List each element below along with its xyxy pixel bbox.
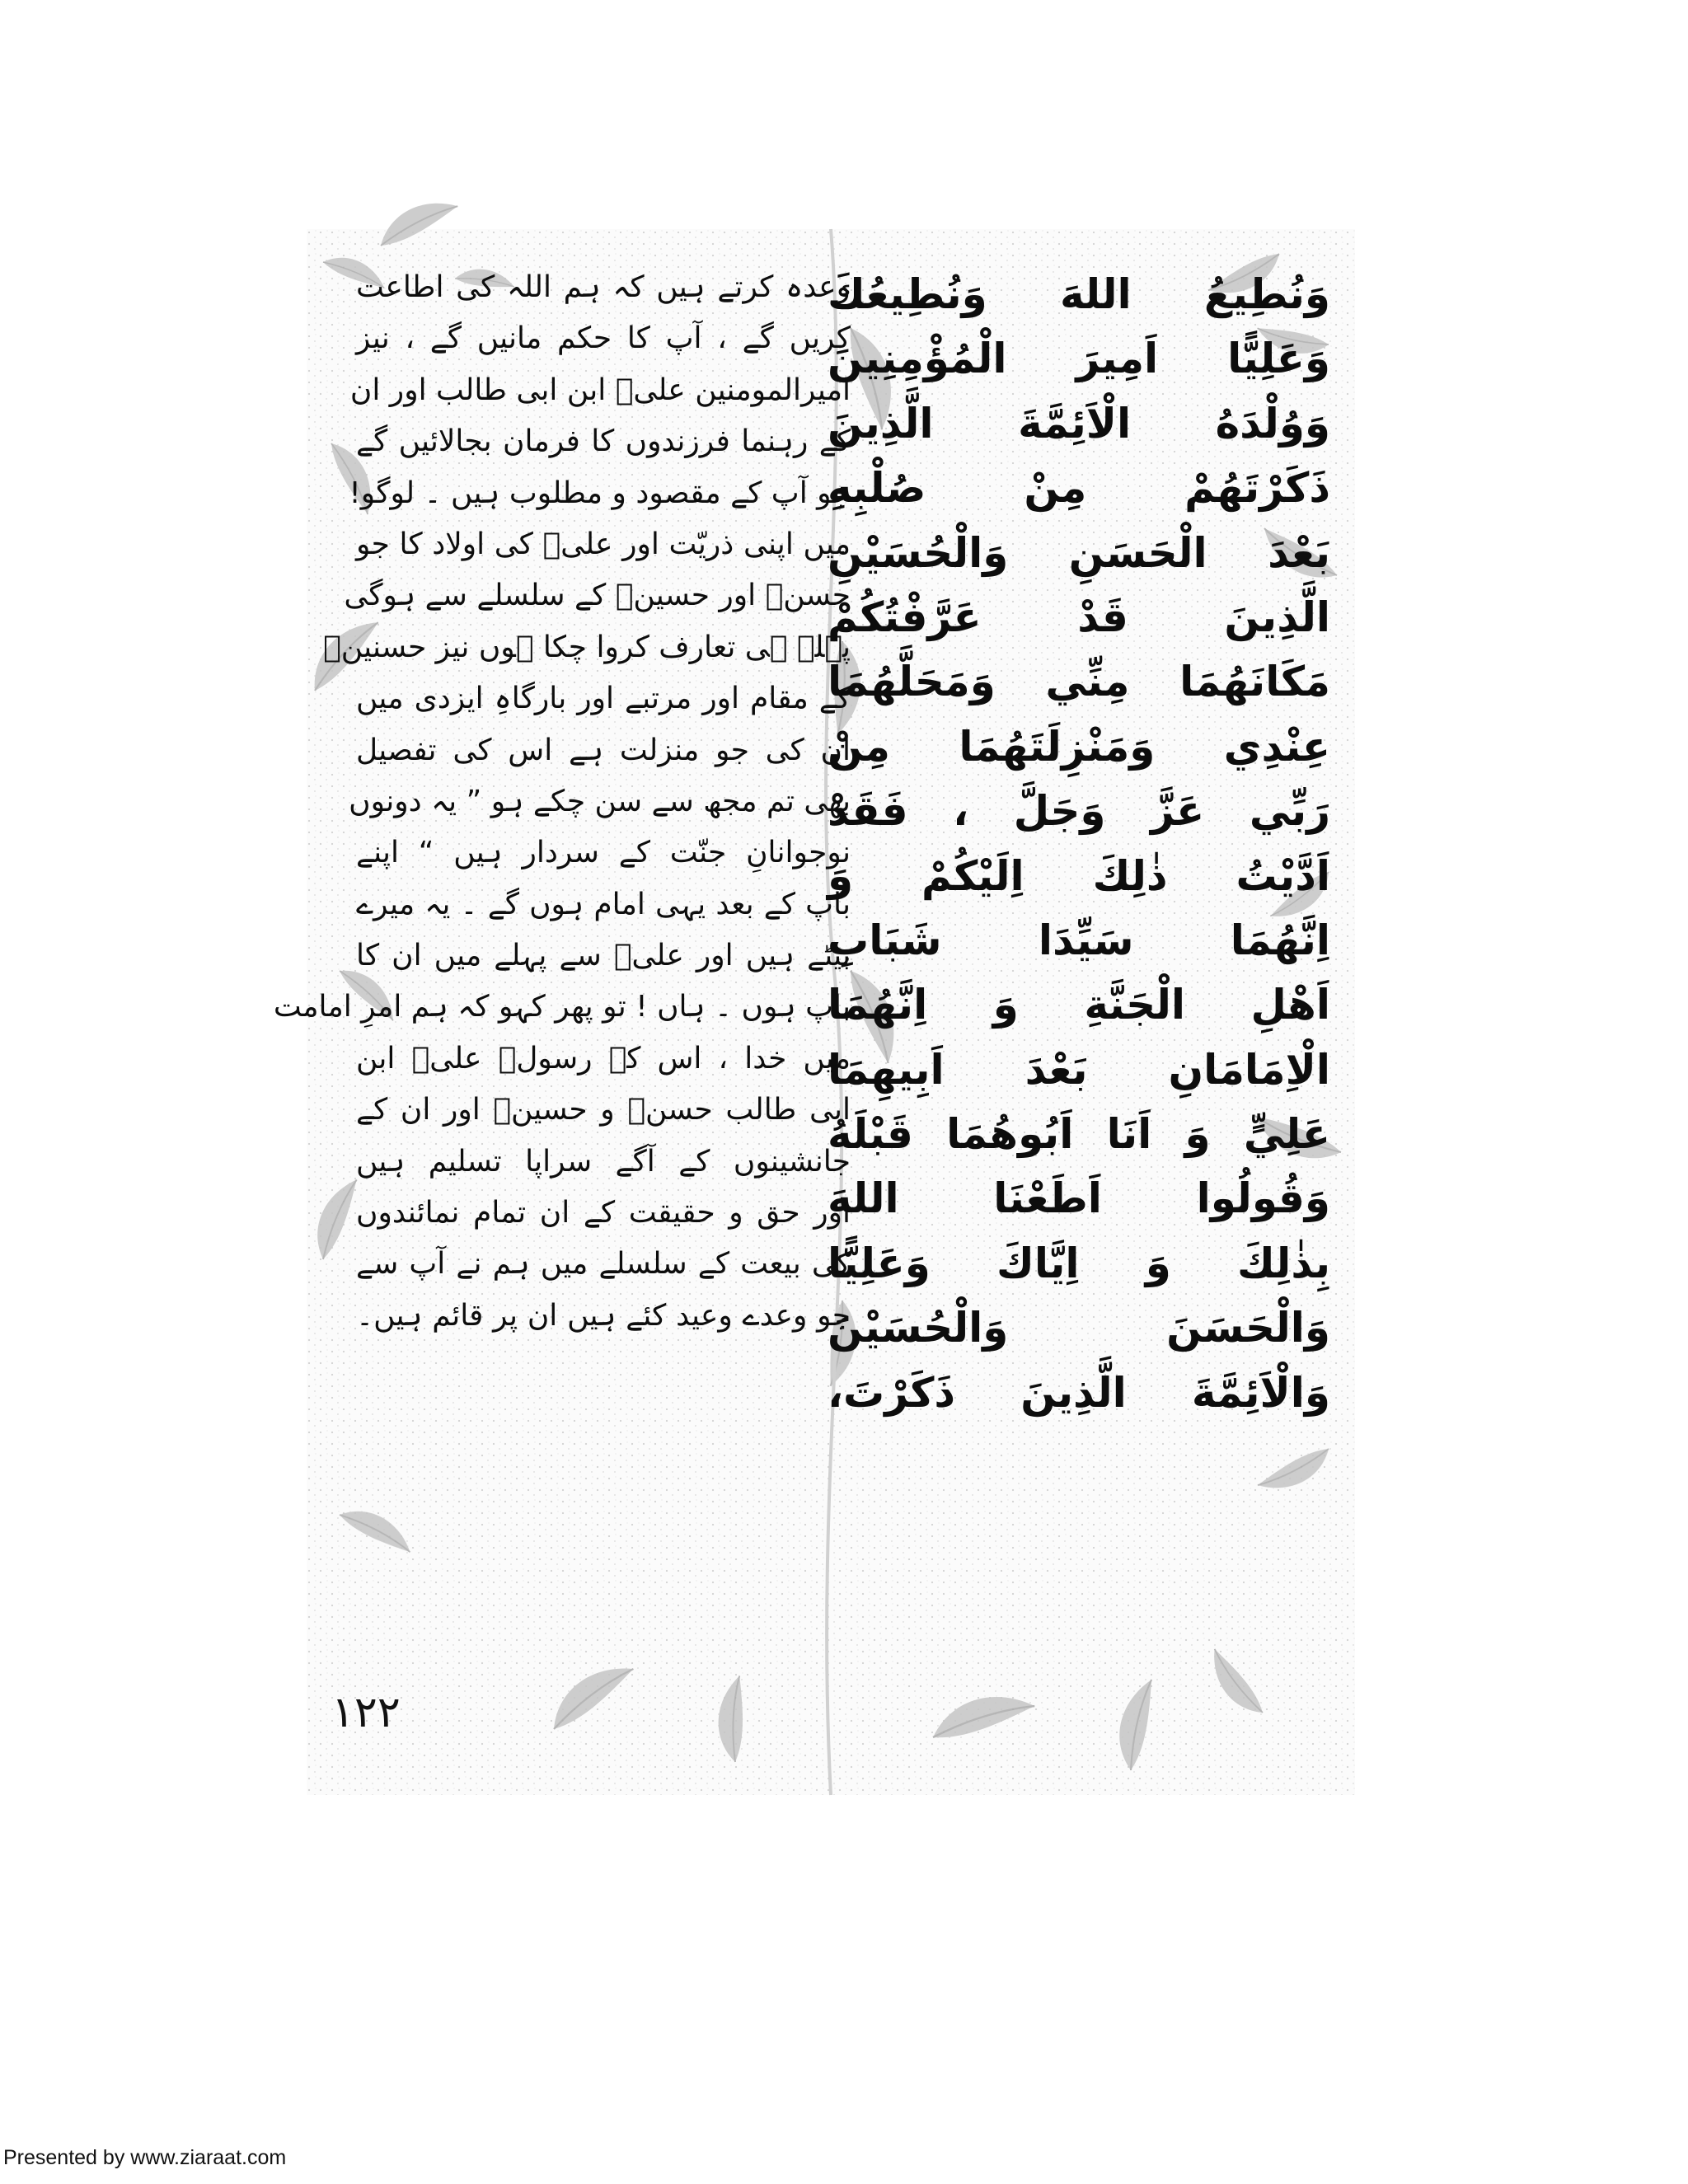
urdu-line: پہلے ہی تعارف کروا چکا ہوں نیز حسنینؑ <box>323 630 851 664</box>
arabic-line: اِنَّهُمَا سَيِّدَا شَبَابِ <box>828 916 1330 964</box>
urdu-line: ان کی جو منزلت ہے اس کی تفصیل <box>356 733 851 767</box>
urdu-line: نوجوانانِ جنّت کے سردار ہیں “ اپنے <box>356 836 851 870</box>
arabic-line: بَعْدَ الْحَسَنِ وَالْحُسَيْنِ <box>828 528 1330 577</box>
arabic-line: وَقُولُوا اَطَعْنَا اللهَ <box>828 1174 1330 1223</box>
urdu-line: باپ کے بعد یہی امام ہوں گے ۔ یہ میرے <box>356 887 851 921</box>
arabic-line: بِذٰلِكَ وَ اِيَّاكَ وَعَلِيًّا <box>828 1239 1330 1287</box>
arabic-text-column <box>828 262 1330 1425</box>
arabic-line: وَالْحَسَنَ وَالْحُسَيْنَ <box>828 1304 1330 1352</box>
arabic-line: وَعَلِيًّا اَمِيرَ الْمُؤْمِنِينَ <box>828 335 1330 383</box>
urdu-line: جو آپ کے مقصود و مطلوب ہیں ۔ لوگو! <box>349 476 851 510</box>
arabic-line: مَكَانَهُمَا مِنِّي وَمَحَلَّهُمَا <box>828 658 1330 706</box>
arabic-line: الْاِمَامَانِ بَعْدَ اَبِيهِمَا <box>828 1045 1330 1094</box>
urdu-line: باپ ہوں ۔ ہاں ! تو پھر کہو کہ ہم امرِ امامت <box>273 990 851 1024</box>
urdu-line: میں اپنی ذریّت اور علیؑ کی اولاد کا جو <box>356 527 851 561</box>
urdu-line: بھی تم مجھ سے سن چکے ہو ” یہ دونوں <box>349 784 851 818</box>
footer-credit: Presented by www.ziaraat.com <box>3 2146 287 2169</box>
arabic-line: وَوُلْدَهُ الْاَئِمَّةَ الَّذِينَ <box>828 399 1330 448</box>
urdu-line: حسنؑ اور حسینؑ کے سلسلے سے ہوگی <box>344 579 851 613</box>
page-number: ١٢٢ <box>331 1688 401 1737</box>
urdu-line: امیرالمومنین علیؑ ابن ابی طالب اور ان <box>349 373 851 407</box>
urdu-line: اور حق و حقیقت کے ان تمام نمائندوں <box>356 1196 851 1230</box>
urdu-line: ابی طالب حسنؑ و حسینؑ اور ان کے <box>356 1093 851 1127</box>
arabic-line: اَدَّيْتُ ذٰلِكَ اِلَيْكُمْ وَ <box>828 851 1330 900</box>
arabic-line: وَالْاَئِمَّةَ الَّذِينَ ذَكَرْتَ، <box>828 1368 1330 1417</box>
urdu-line: کریں گے ، آپ کا حکم مانیں گے ، نیز <box>356 321 851 356</box>
decorated-page <box>273 229 1355 1795</box>
arabic-line: الَّذِينَ قَدْ عَرَّفْتُكُمْ <box>828 593 1330 641</box>
urdu-line: میں خدا ، اس کے رسولؐ علیؑ ابن <box>356 1041 851 1076</box>
arabic-line: ذَكَرْتَهُمْ مِنْ صُلْبِهِ <box>828 464 1330 513</box>
urdu-line: کے رہنما فرزندوں کا فرمان بجالائیں گے <box>356 424 851 459</box>
arabic-line: اَهْلِ الْجَنَّةِ وَ اِنَّهُمَا <box>828 981 1330 1029</box>
urdu-line: بیٹے ہیں اور علیؑ سے پہلے میں ان کا <box>356 939 851 973</box>
urdu-line: جو وعدے وعید کئے ہیں ان پر قائم ہیں۔ <box>356 1298 851 1333</box>
arabic-line: عِنْدِي وَمَنْزِلَتَهُمَا مِنْ <box>828 722 1330 771</box>
urdu-line: جانشینوں کے آگے سراپا تسلیم ہیں <box>356 1144 851 1179</box>
arabic-line: رَبِّي عَزَّ وَجَلَّ ، فَقَدْ <box>828 787 1330 836</box>
urdu-translation-column <box>273 262 851 1342</box>
urdu-line: کی بیعت کے سلسلے میں ہم نے آپ سے <box>356 1247 851 1282</box>
urdu-line: کے مقام اور مرتبے اور بارگاہِ ایزدی میں <box>356 682 851 716</box>
urdu-line: وعدہ کرتے ہیں کہ ہم اللہ کی اطاعت <box>356 270 851 304</box>
arabic-line: عَلِيٍّ وَ اَنَا اَبُوهُمَا قَبْلَهُ <box>828 1110 1330 1159</box>
arabic-line: وَنُطِيعُ اللهَ وَنُطِيعُكَ <box>828 270 1330 318</box>
